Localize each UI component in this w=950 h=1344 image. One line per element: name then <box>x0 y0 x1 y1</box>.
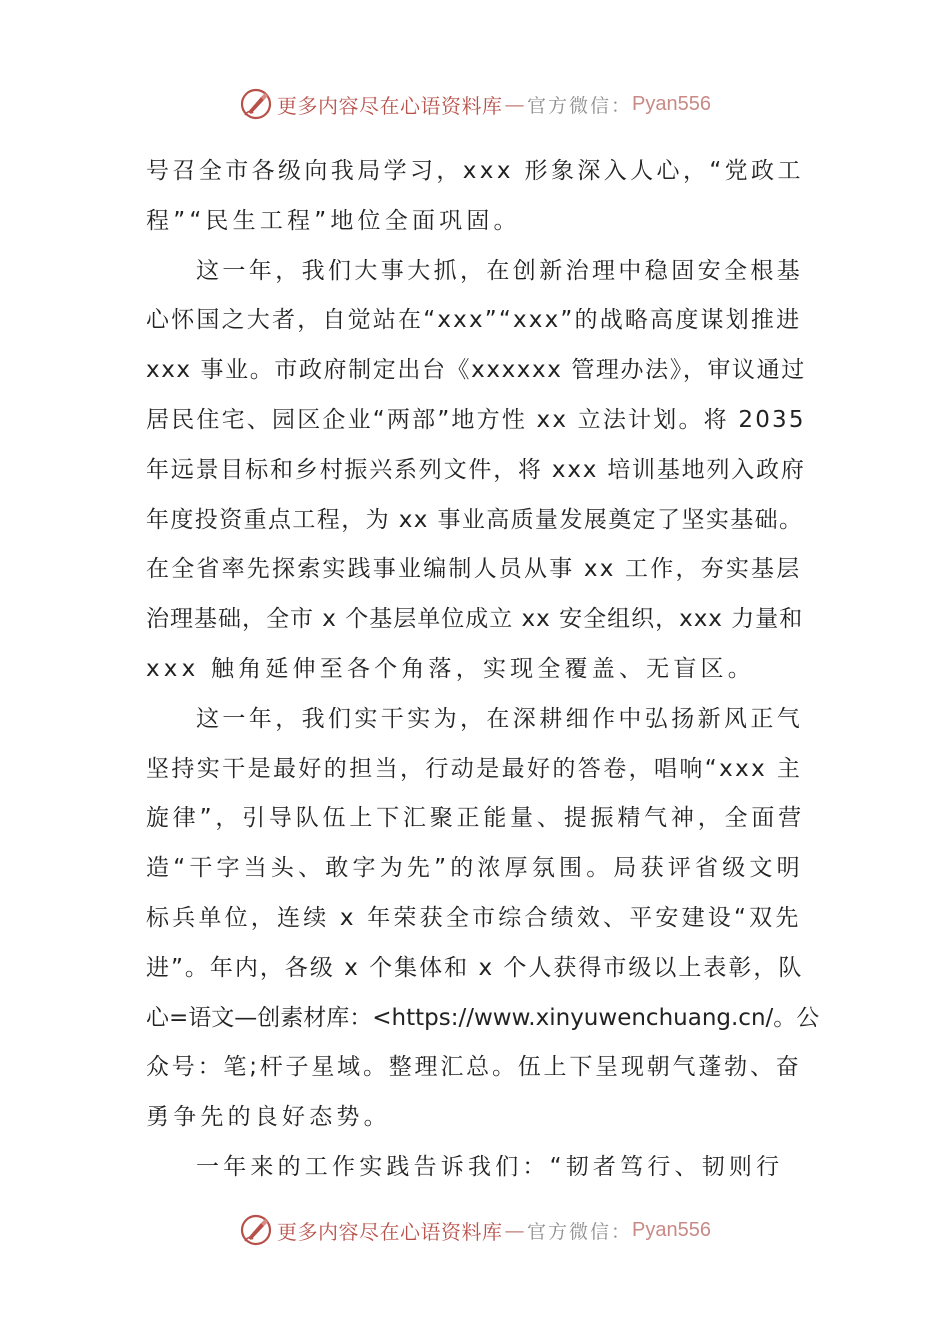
text-line: 在全省率先探索实践事业编制人员从事 xx 工作，夯实基层 <box>146 556 802 583</box>
watermark-main-text: 更多内容尽在心语资料库 <box>277 1219 503 1244</box>
text-line: 进”。年内，各级 x 个集体和 x 个人获得市级以上表彰，队 <box>146 954 804 981</box>
text-line: 心=语文—创素材库：<https://www.xinyuwenchuang.cn/。公 <box>146 1004 820 1031</box>
text-line: 号召全市各级向我局学习，xxx 形象深入人心，“党政工 <box>146 158 804 184</box>
text-line: 程”“民生工程”地位全面巩固。 <box>146 207 521 234</box>
footer-watermark <box>0 1210 950 1250</box>
text-line: 这一年，我们大事大抓，在创新治理中稳固安全根基 <box>196 257 804 284</box>
text-line: 居民住宅、园区企业“两部”地方性 xx 立法计划。将 2035 <box>146 406 806 433</box>
watermark-label: 官方微信： <box>527 94 633 117</box>
paragraph <box>146 147 806 247</box>
text-line: 这一年，我们实干实为，在深耕细作中弘扬新风正气 <box>196 705 804 732</box>
text-line: 坚持实干是最好的担当，行动是最好的答卷，唱响“xxx 主 <box>146 755 803 782</box>
text-line: 标兵单位，连续 x 年荣获全市综合绩效、平安建设“双先 <box>146 904 802 931</box>
paragraph <box>146 1143 806 1193</box>
pen-logo-icon <box>239 87 273 121</box>
watermark-wechat-id: Pyan556 <box>632 92 711 115</box>
text-line: 心怀国之大者，自觉站在“xxx”“xxx”的战略高度谋划推进 <box>146 307 802 334</box>
watermark-dash: — <box>504 92 525 116</box>
watermark-wechat-id: Pyan556 <box>632 1218 711 1241</box>
text-line: xxx 事业。市政府制定出台《xxxxxx 管理办法》，审议通过 <box>146 357 806 384</box>
text-line: 勇争先的良好态势。 <box>146 1104 391 1131</box>
watermark-label: 官方微信： <box>527 1220 633 1243</box>
header-watermark <box>0 84 950 124</box>
text-line: 年度投资重点工程，为 xx 事业高质量发展奠定了坚实基础。 <box>146 506 804 533</box>
text-line: 众号：笔;杆子星域。整理汇总。伍上下呈现朝气蓬勃、奋 <box>146 1054 802 1081</box>
pen-logo-icon <box>239 1213 273 1247</box>
paragraph <box>146 247 806 695</box>
text-line: xxx 触角延伸至各个角落，实现全覆盖、无盲区。 <box>146 655 755 682</box>
watermark-main-text: 更多内容尽在心语资料库 <box>277 93 503 118</box>
text-line: 年远景目标和乡村振兴系列文件，将 xxx 培训基地列入政府 <box>146 456 806 483</box>
watermark-dash: — <box>504 1218 525 1242</box>
text-line: 造“干字当头、敢字为先”的浓厚氛围。局获评省级文明 <box>146 855 804 882</box>
text-line: 治理基础，全市 x 个基层单位成立 xx 安全组织，xxx 力量和 <box>146 606 804 633</box>
paragraph <box>146 695 820 1143</box>
document-body <box>146 147 820 1193</box>
text-line: 一年来的工作实践告诉我们：“韧者笃行、韧则行 <box>196 1153 784 1180</box>
text-line: 旋律”，引导队伍上下汇聚正能量、提振精气神，全面营 <box>146 805 805 832</box>
